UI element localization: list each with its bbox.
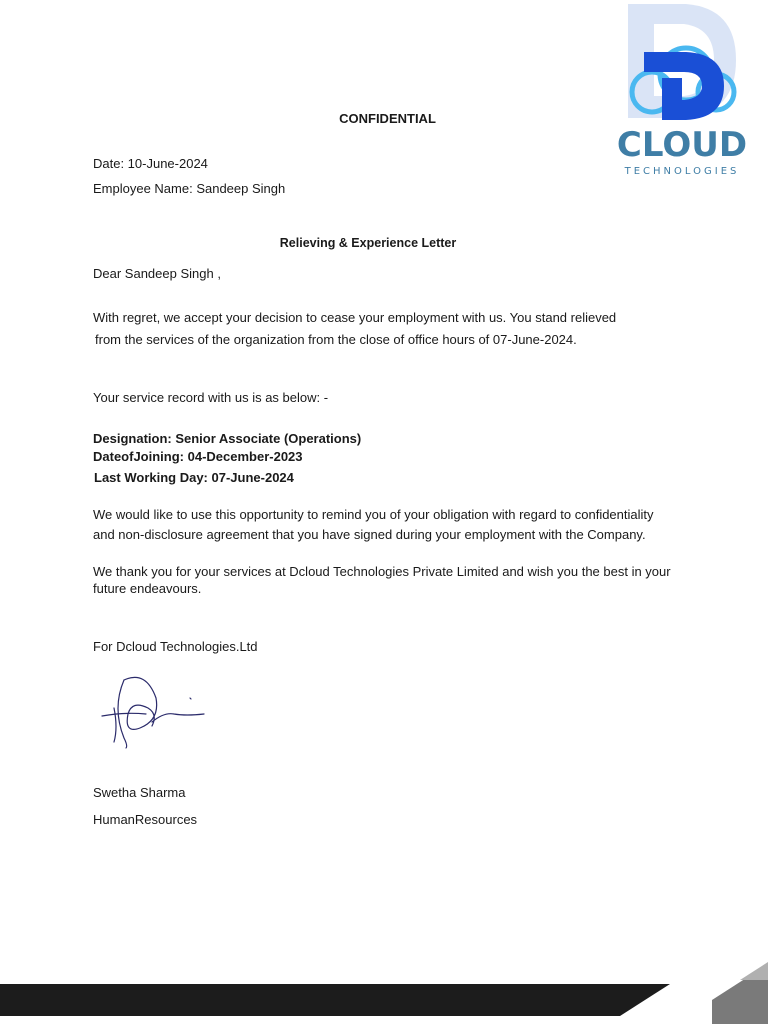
employee-name: Employee Name: Sandeep Singh: [93, 181, 286, 196]
para2-line2: and non-disclosure agreement that you have signed during your employment with the Company.: [93, 527, 646, 542]
para3-line1: We thank you for your services at Dcloud Technologies Private Limited and wish you the best in your: [93, 564, 671, 579]
signature: [94, 668, 210, 752]
signatory-title: HumanResources: [93, 812, 198, 827]
signatory-name: Swetha Sharma: [93, 785, 186, 800]
footer-bar: [0, 960, 768, 1024]
logo-mark: [628, 4, 736, 120]
logo-name: CLOUD: [616, 125, 748, 165]
confidential-heading: CONFIDENTIAL: [339, 111, 436, 126]
for-company: For Dcloud Technologies.Ltd: [93, 639, 258, 654]
letter-subject: Relieving & Experience Letter: [279, 236, 457, 250]
para1-line1: With regret, we accept your decision to cease your employment with us. You stand relieved: [93, 310, 617, 325]
company-logo: [606, 0, 768, 185]
letter-date: Date: 10-June-2024: [93, 156, 208, 171]
record-intro: Your service record with us is as below: -: [93, 390, 329, 405]
salutation: Dear Sandeep Singh ,: [93, 266, 221, 281]
para2-line1: We would like to use this opportunity to remind you of your obligation with regard to confidentiality: [93, 507, 654, 522]
record-joining-date: DateofJoining: 04-December-2023: [93, 449, 303, 464]
record-designation: Designation: Senior Associate (Operations): [93, 431, 362, 446]
record-last-working-day: Last Working Day: 07-June-2024: [94, 470, 294, 485]
para1-line2: from the services of the organization from the close of office hours of 07-June-2024.: [95, 332, 577, 347]
logo-tagline: TECHNOLOGIES: [624, 166, 740, 177]
para3-line2: future endeavours.: [93, 581, 202, 596]
